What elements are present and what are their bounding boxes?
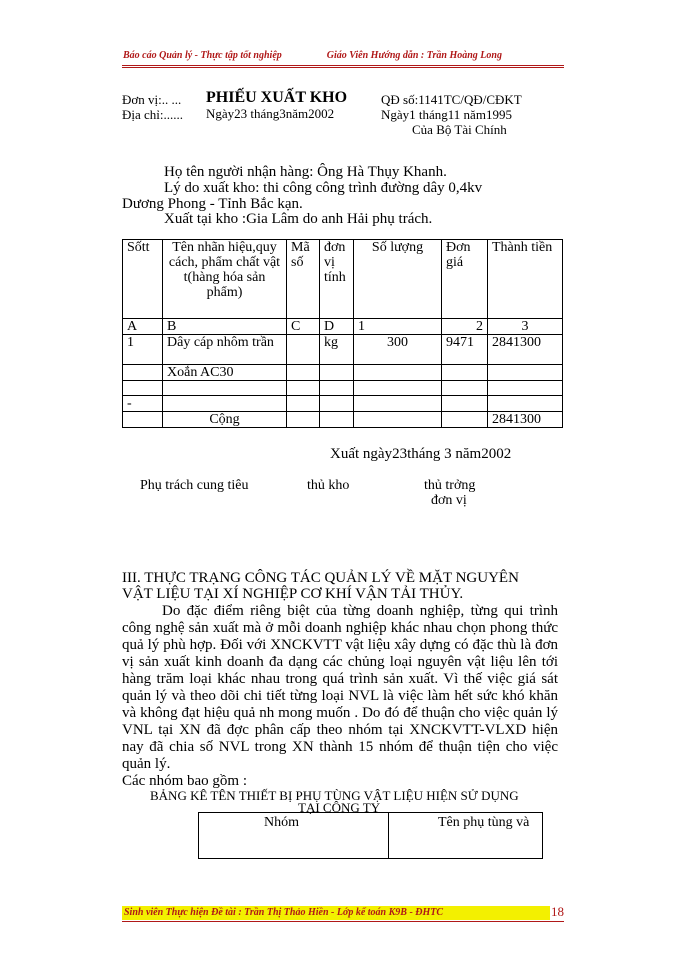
paragraph-2: Các nhóm bao gồm : [122, 773, 247, 789]
listing-col-name: Tên phụ tùng và [438, 815, 530, 830]
code-a: A [123, 319, 163, 335]
listing-title-1: BẢNG KÊ TÊN THIẾT BỊ PHỤ TÙNG VẬT LIỆU HIỆN SỬ DỤNG [150, 788, 519, 803]
page-footer: Sinh viên Thực hiện Đề tài : Trần Thị Thảo Hiền - Lớp kế toán K9B - ĐHTC [124, 907, 444, 918]
row1-stt: 1 [123, 335, 163, 365]
table-total-row [123, 412, 563, 428]
signature-supply: Phụ trách cung tiêu [140, 478, 249, 493]
signature-head-2: đơn vị [431, 493, 467, 508]
decision-date: Ngày1 tháng11 năm1995 [381, 107, 512, 122]
row1-name: Dây cáp nhôm trần [163, 335, 287, 365]
decision-issuer: Của Bộ Tài Chính [412, 122, 507, 137]
issue-date: Xuất ngày23tháng 3 năm2002 [330, 446, 512, 462]
header-unit: đơn vị tính [320, 240, 354, 319]
decision-number: QĐ số:1141TC/QĐ/CĐKT [381, 92, 522, 107]
code-2: 2 [442, 319, 488, 335]
code-1: 1 [354, 319, 442, 335]
row1-price: 9471 [442, 335, 488, 365]
footer-rule [122, 921, 564, 922]
row1-unit: kg [320, 335, 354, 365]
code-3: 3 [488, 319, 563, 335]
header-price: Đơn giá [442, 240, 488, 319]
table-header-row [123, 240, 563, 319]
code-c: C [287, 319, 320, 335]
signature-keeper: thủ kho [307, 478, 350, 493]
header-qty: Số lượng [354, 240, 442, 319]
header-stt: Sốtt [123, 240, 163, 319]
section-title-2: VẬT LIỆU TẠI XÍ NGHIỆP CƠ KHÍ VẬN TẢI THỦY. [122, 586, 464, 602]
form-date: Ngày23 tháng3năm2002 [206, 106, 335, 121]
header-amount: Thành tiền [488, 240, 563, 319]
paragraph-1: Do đặc điểm riêng biệt của từng doanh nghiệp, từng qui trình công nghệ sản xuất mà ở mỗi doanh nghiệp khác nhau chọn phong thức quả lý phù hợp. Đối với XNCKVTT vật liệu xây dựng có đặc thù là đơn vị sản xuất kinh doanh đa dạng các chủng loại nguyên vật liệu lên tới hàng trăm loại khác nhau trong quá trình sản xuất. Vì thế việc giá sát quản lý và theo dõi chi tiết từng loại NVL là việc làm hết sức khó khăn và không đạt hiệu quả nh mong muốn . Do đó để thuận cho việc quản lý VNL tại XN đã đợc phân cấp theo nhóm tại XNCKVTT-VLXD hiện nay đã chia số NVL trong XN thành 15 nhóm để thuận tiện cho việc quản lý. [122, 603, 558, 772]
table-row [123, 335, 563, 365]
page-number: 18 [551, 904, 564, 919]
row2-name: Xoắn AC30 [163, 365, 287, 381]
unit-label: Đơn vị:.. ... [122, 92, 182, 107]
receipt-table [122, 239, 563, 428]
receiver-line: Họ tên người nhận hàng: Ông Hà Thụy Khanh. [164, 164, 447, 180]
warehouse-line: Xuất tại kho :Gia Lâm do anh Hải phụ trách. [164, 211, 433, 227]
page-header [123, 50, 502, 61]
table-row [123, 365, 563, 381]
table-row [123, 396, 563, 412]
reason-line-2: Dương Phong - Tỉnh Bắc kạn. [122, 196, 303, 212]
header-rule [122, 65, 564, 66]
signature-head-1: thủ trởng [424, 478, 476, 493]
header-code: Mã số [287, 240, 320, 319]
total-label: Cộng [163, 412, 287, 428]
section-title-1: III. THỰC TRẠNG CÔNG TÁC QUẢN LÝ VỀ MẶT NGUYÊN [122, 570, 519, 586]
total-amount: 2841300 [488, 412, 563, 428]
form-title: PHIẾU XUẤT KHO [206, 89, 348, 106]
code-d: D [320, 319, 354, 335]
code-b: B [163, 319, 287, 335]
table-row [123, 381, 563, 396]
header-name: Tên nhãn hiệu,quy cách, phẩm chất vật t(hàng hóa sản phẩm) [163, 240, 287, 319]
row1-amount: 2841300 [488, 335, 563, 365]
row1-qty: 300 [354, 335, 442, 365]
row4-stt: - [123, 396, 163, 412]
table-code-row [123, 319, 563, 335]
row1-code [287, 335, 320, 365]
section-body [122, 603, 558, 790]
address-label: Địa chỉ:...... [122, 107, 184, 122]
listing-title-2: TẠI CÔNG TY [298, 800, 381, 815]
header-rule-2 [122, 67, 564, 68]
reason-line-1: Lý do xuất kho: thi công công trình đường dây 0,4kv [164, 180, 483, 196]
listing-table-divider [388, 812, 389, 858]
listing-col-group: Nhóm [264, 815, 299, 830]
header-left: Báo cáo Quản lý - Thực tập tốt nghiệp [123, 50, 282, 61]
header-right: Giáo Viên Hướng dẫn : Trần Hoàng Long [326, 50, 502, 61]
